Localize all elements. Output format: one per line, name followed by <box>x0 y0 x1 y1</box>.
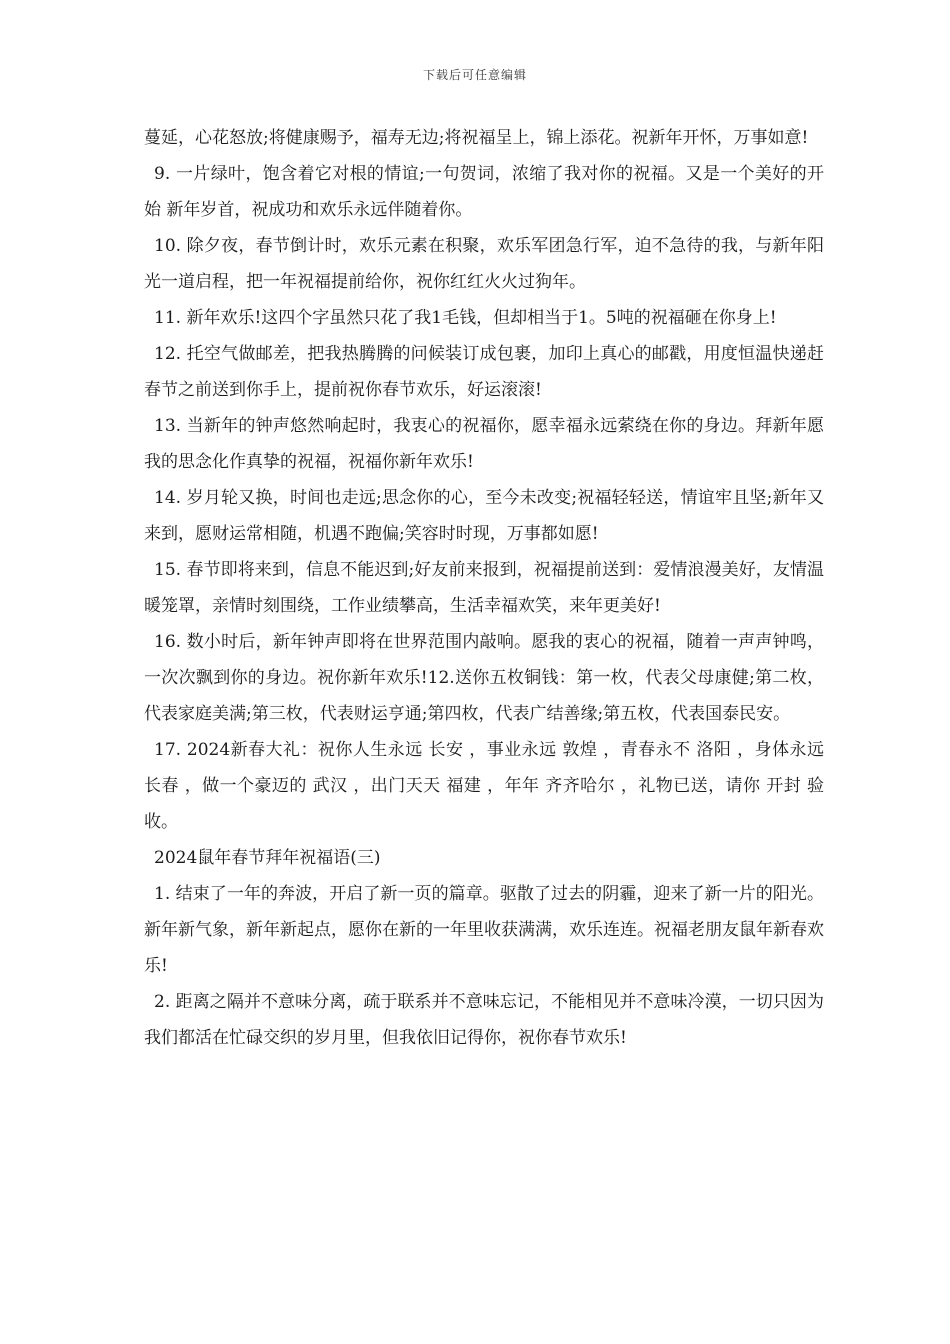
paragraph: 12. 托空气做邮差，把我热腾腾的问候装订成包裹，加印上真心的邮戳，用度恒温快递赶春节之前送到你手上，提前祝你春节欢乐，好运滚滚! <box>144 344 824 400</box>
paragraph: 15. 春节即将来到，信息不能迟到;好友前来报到，祝福提前送到：爱情浪漫美好，友情温暖笼罩，亲情时刻围绕，工作业绩攀高，生活幸福欢笑，来年更美好! <box>144 560 824 616</box>
paragraph: 14. 岁月轮又换，时间也走远;思念你的心，至今未改变;祝福轻轻送，情谊牢且坚;新年又来到，愿财运常相随，机遇不跑偏;笑容时时现，万事都如愿! <box>144 488 824 544</box>
paragraph: 13. 当新年的钟声悠然响起时，我衷心的祝福你，愿幸福永远萦绕在你的身边。拜新年愿我的思念化作真挚的祝福，祝福你新年欢乐! <box>144 416 824 472</box>
paragraph: 16. 数小时后，新年钟声即将在世界范围内敲响。愿我的衷心的祝福，随着一声声钟鸣，一次次飘到你的身边。祝你新年欢乐!12.送你五枚铜钱：第一枚，代表父母康健;第二枚，代表家庭美满;第三枚，代表财运亨通;第四枚，代表广结善缘;第五枚，代表国泰民安。 <box>144 632 824 724</box>
document-body <box>144 120 824 1056</box>
paragraph: 1. 结束了一年的奔波，开启了新一页的篇章。驱散了过去的阴霾，迎来了新一片的阳光。新年新气象，新年新起点，愿你在新的一年里收获满满，欢乐连连。祝福老朋友鼠年新春欢乐! <box>144 884 824 976</box>
paragraph: 11. 新年欢乐!这四个字虽然只花了我1毛钱，但却相当于1。5吨的祝福砸在你身上! <box>154 308 777 328</box>
paragraph: 17. 2024新春大礼：祝你人生永远 长安 ，事业永远 敦煌 ，青春永不 洛阳 ，身体永远 长春 ，做一个豪迈的 武汉 ，出门天天 福建 ，年年 齐齐哈尔 ，礼物已送，请你 开封 验收。 <box>144 740 824 832</box>
paragraph: 10. 除夕夜，春节倒计时，欢乐元素在积聚，欢乐军团急行军，迫不急待的我，与新年阳光一道启程，把一年祝福提前给你，祝你红红火火过狗年。 <box>144 236 824 292</box>
paragraph: 2. 距离之隔并不意味分离，疏于联系并不意味忘记，不能相见并不意味冷漠，一切只因为我们都活在忙碌交织的岁月里，但我依旧记得你，祝你春节欢乐! <box>144 992 824 1048</box>
section-heading: 2024鼠年春节拜年祝福语(三) <box>154 848 381 868</box>
paragraph: 蔓延，心花怒放;将健康赐予，福寿无边;将祝福呈上，锦上添花。祝新年开怀，万事如意! <box>144 128 809 148</box>
page-header: 下载后可任意编辑 <box>422 68 527 82</box>
paragraph: 9. 一片绿叶，饱含着它对根的情谊;一句贺词，浓缩了我对你的祝福。又是一个美好的开始 新年岁首，祝成功和欢乐永远伴随着你。 <box>144 164 824 220</box>
